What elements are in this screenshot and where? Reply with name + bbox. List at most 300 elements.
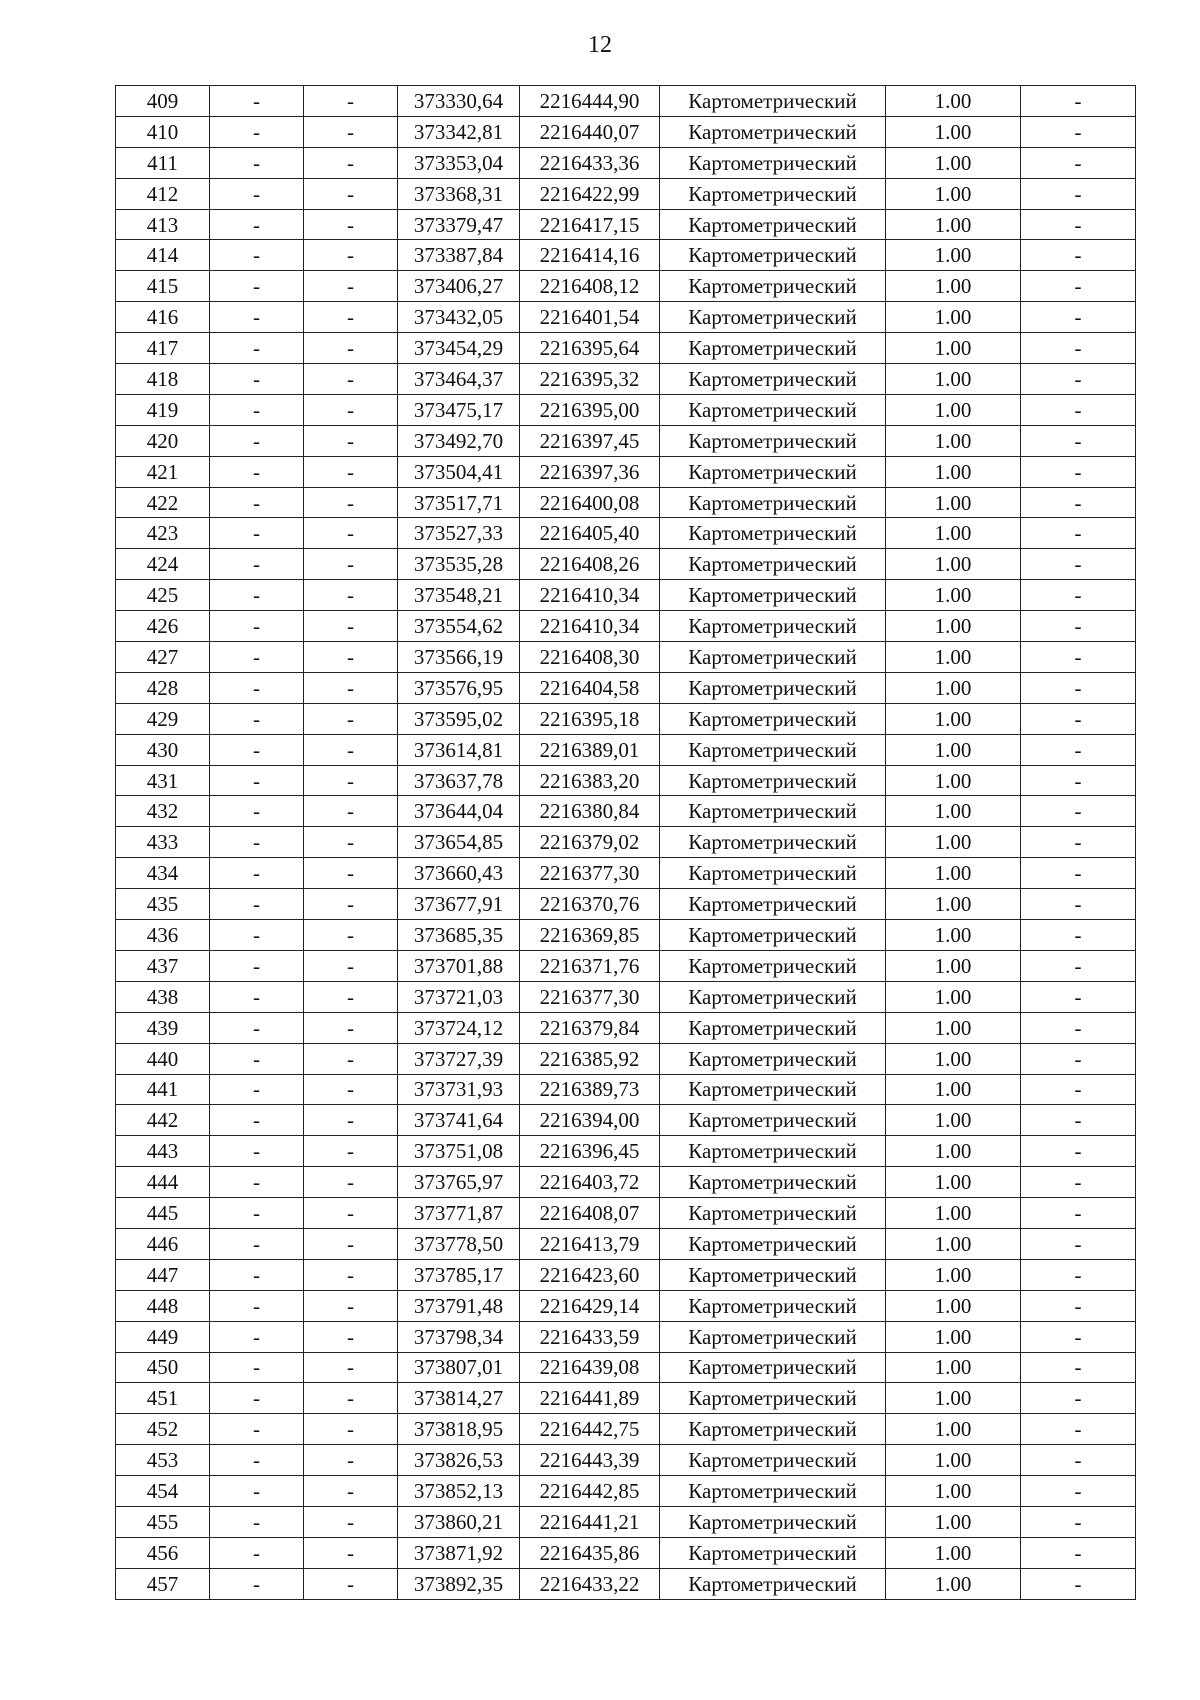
cell-method: Картометрический [660,1228,886,1259]
cell-method: Картометрический [660,950,886,981]
cell-x-coordinate: 373791,48 [398,1290,520,1321]
table-row [116,271,1136,302]
cell-description: - [1021,765,1136,796]
cell-old-y: - [304,1259,398,1290]
table-row [116,1012,1136,1043]
cell-description: - [1021,333,1136,364]
cell-description: - [1021,1198,1136,1229]
cell-accuracy: 1.00 [886,86,1021,117]
table-row [116,549,1136,580]
cell-point-number: 447 [116,1259,210,1290]
cell-old-y: - [304,889,398,920]
cell-x-coordinate: 373566,19 [398,642,520,673]
cell-description: - [1021,1445,1136,1476]
cell-y-coordinate: 2216433,59 [520,1321,660,1352]
cell-point-number: 444 [116,1167,210,1198]
cell-old-y: - [304,518,398,549]
cell-accuracy: 1.00 [886,1321,1021,1352]
cell-old-x: - [210,703,304,734]
cell-old-x: - [210,456,304,487]
cell-accuracy: 1.00 [886,549,1021,580]
cell-old-y: - [304,302,398,333]
cell-old-x: - [210,920,304,951]
cell-accuracy: 1.00 [886,1352,1021,1383]
cell-old-y: - [304,1105,398,1136]
cell-point-number: 430 [116,734,210,765]
cell-method: Картометрический [660,302,886,333]
cell-old-x: - [210,1445,304,1476]
cell-y-coordinate: 2216379,02 [520,827,660,858]
table-row [116,920,1136,951]
cell-accuracy: 1.00 [886,950,1021,981]
cell-method: Картометрический [660,1537,886,1568]
cell-method: Картометрический [660,765,886,796]
cell-old-x: - [210,1537,304,1568]
cell-old-y: - [304,1445,398,1476]
cell-old-y: - [304,1537,398,1568]
cell-x-coordinate: 373778,50 [398,1228,520,1259]
cell-description: - [1021,1136,1136,1167]
cell-y-coordinate: 2216410,34 [520,580,660,611]
cell-x-coordinate: 373342,81 [398,116,520,147]
cell-old-y: - [304,147,398,178]
cell-old-y: - [304,1167,398,1198]
cell-description: - [1021,1537,1136,1568]
cell-accuracy: 1.00 [886,1074,1021,1105]
cell-point-number: 419 [116,394,210,425]
cell-old-x: - [210,858,304,889]
cell-point-number: 443 [116,1136,210,1167]
cell-point-number: 409 [116,86,210,117]
cell-x-coordinate: 373727,39 [398,1043,520,1074]
cell-y-coordinate: 2216417,15 [520,209,660,240]
table-row [116,858,1136,889]
cell-x-coordinate: 373685,35 [398,920,520,951]
cell-method: Картометрический [660,1568,886,1599]
cell-accuracy: 1.00 [886,394,1021,425]
cell-description: - [1021,456,1136,487]
cell-y-coordinate: 2216441,89 [520,1383,660,1414]
cell-point-number: 448 [116,1290,210,1321]
table-row [116,1476,1136,1507]
table-row [116,1414,1136,1445]
cell-method: Картометрический [660,209,886,240]
cell-method: Картометрический [660,240,886,271]
cell-y-coordinate: 2216396,45 [520,1136,660,1167]
cell-old-y: - [304,271,398,302]
cell-accuracy: 1.00 [886,889,1021,920]
cell-old-y: - [304,1414,398,1445]
cell-old-y: - [304,858,398,889]
cell-description: - [1021,1259,1136,1290]
cell-old-x: - [210,240,304,271]
cell-y-coordinate: 2216433,22 [520,1568,660,1599]
cell-accuracy: 1.00 [886,209,1021,240]
cell-y-coordinate: 2216395,64 [520,333,660,364]
cell-old-y: - [304,333,398,364]
cell-accuracy: 1.00 [886,456,1021,487]
cell-point-number: 456 [116,1537,210,1568]
table-row [116,734,1136,765]
cell-method: Картометрический [660,271,886,302]
table-row [116,456,1136,487]
cell-description: - [1021,394,1136,425]
cell-method: Картометрический [660,827,886,858]
table-row [116,580,1136,611]
table-row [116,364,1136,395]
cell-description: - [1021,1043,1136,1074]
cell-accuracy: 1.00 [886,1290,1021,1321]
cell-accuracy: 1.00 [886,920,1021,951]
cell-old-y: - [304,765,398,796]
cell-description: - [1021,1506,1136,1537]
cell-y-coordinate: 2216422,99 [520,178,660,209]
cell-description: - [1021,518,1136,549]
cell-old-x: - [210,116,304,147]
cell-y-coordinate: 2216404,58 [520,672,660,703]
cell-old-x: - [210,734,304,765]
cell-y-coordinate: 2216414,16 [520,240,660,271]
page-number: 12 [588,32,612,58]
cell-x-coordinate: 373614,81 [398,734,520,765]
cell-old-x: - [210,580,304,611]
cell-description: - [1021,240,1136,271]
cell-accuracy: 1.00 [886,1445,1021,1476]
cell-y-coordinate: 2216403,72 [520,1167,660,1198]
cell-point-number: 435 [116,889,210,920]
cell-accuracy: 1.00 [886,858,1021,889]
table-row [116,796,1136,827]
cell-method: Картометрический [660,178,886,209]
cell-accuracy: 1.00 [886,580,1021,611]
cell-point-number: 411 [116,147,210,178]
cell-old-x: - [210,1105,304,1136]
cell-point-number: 428 [116,672,210,703]
cell-accuracy: 1.00 [886,1012,1021,1043]
cell-x-coordinate: 373475,17 [398,394,520,425]
cell-y-coordinate: 2216401,54 [520,302,660,333]
cell-x-coordinate: 373771,87 [398,1198,520,1229]
cell-x-coordinate: 373701,88 [398,950,520,981]
cell-point-number: 429 [116,703,210,734]
cell-accuracy: 1.00 [886,1228,1021,1259]
cell-y-coordinate: 2216408,30 [520,642,660,673]
cell-method: Картометрический [660,333,886,364]
cell-accuracy: 1.00 [886,1506,1021,1537]
cell-old-x: - [210,394,304,425]
cell-description: - [1021,734,1136,765]
cell-method: Картометрический [660,1074,886,1105]
cell-old-x: - [210,796,304,827]
cell-y-coordinate: 2216377,30 [520,858,660,889]
cell-description: - [1021,672,1136,703]
table-row [116,1537,1136,1568]
cell-old-x: - [210,1074,304,1105]
cell-description: - [1021,796,1136,827]
cell-x-coordinate: 373387,84 [398,240,520,271]
cell-accuracy: 1.00 [886,302,1021,333]
cell-y-coordinate: 2216440,07 [520,116,660,147]
cell-description: - [1021,209,1136,240]
cell-description: - [1021,549,1136,580]
cell-y-coordinate: 2216371,76 [520,950,660,981]
cell-old-x: - [210,1352,304,1383]
table-row [116,1506,1136,1537]
cell-accuracy: 1.00 [886,765,1021,796]
cell-description: - [1021,364,1136,395]
cell-method: Картометрический [660,858,886,889]
cell-method: Картометрический [660,518,886,549]
table-row [116,642,1136,673]
cell-old-y: - [304,1043,398,1074]
cell-x-coordinate: 373644,04 [398,796,520,827]
cell-accuracy: 1.00 [886,364,1021,395]
cell-x-coordinate: 373330,64 [398,86,520,117]
cell-old-y: - [304,456,398,487]
table-row [116,1321,1136,1352]
cell-description: - [1021,642,1136,673]
cell-description: - [1021,580,1136,611]
cell-point-number: 445 [116,1198,210,1229]
cell-x-coordinate: 373464,37 [398,364,520,395]
cell-y-coordinate: 2216442,85 [520,1476,660,1507]
table-row [116,1136,1136,1167]
table-row [116,1074,1136,1105]
cell-point-number: 416 [116,302,210,333]
table-row [116,394,1136,425]
cell-method: Картометрический [660,1136,886,1167]
cell-x-coordinate: 373798,34 [398,1321,520,1352]
cell-point-number: 446 [116,1228,210,1259]
cell-x-coordinate: 373785,17 [398,1259,520,1290]
cell-x-coordinate: 373818,95 [398,1414,520,1445]
cell-method: Картометрический [660,1259,886,1290]
table-row [116,1383,1136,1414]
cell-y-coordinate: 2216383,20 [520,765,660,796]
cell-y-coordinate: 2216385,92 [520,1043,660,1074]
cell-old-x: - [210,147,304,178]
cell-accuracy: 1.00 [886,1414,1021,1445]
cell-x-coordinate: 373724,12 [398,1012,520,1043]
cell-old-x: - [210,178,304,209]
cell-y-coordinate: 2216397,45 [520,425,660,456]
cell-method: Картометрический [660,796,886,827]
cell-old-x: - [210,611,304,642]
cell-old-y: - [304,796,398,827]
cell-x-coordinate: 373492,70 [398,425,520,456]
cell-method: Картометрический [660,703,886,734]
cell-old-x: - [210,1506,304,1537]
cell-point-number: 414 [116,240,210,271]
cell-method: Картометрический [660,86,886,117]
cell-accuracy: 1.00 [886,796,1021,827]
cell-x-coordinate: 373517,71 [398,487,520,518]
cell-old-x: - [210,1476,304,1507]
cell-old-x: - [210,1167,304,1198]
cell-y-coordinate: 2216369,85 [520,920,660,951]
cell-point-number: 427 [116,642,210,673]
table-row [116,889,1136,920]
cell-description: - [1021,116,1136,147]
cell-point-number: 415 [116,271,210,302]
cell-accuracy: 1.00 [886,1136,1021,1167]
cell-x-coordinate: 373741,64 [398,1105,520,1136]
cell-y-coordinate: 2216395,00 [520,394,660,425]
cell-accuracy: 1.00 [886,981,1021,1012]
cell-method: Картометрический [660,425,886,456]
cell-description: - [1021,1476,1136,1507]
table-body [116,86,1136,1600]
cell-x-coordinate: 373660,43 [398,858,520,889]
cell-y-coordinate: 2216395,32 [520,364,660,395]
cell-y-coordinate: 2216433,36 [520,147,660,178]
cell-accuracy: 1.00 [886,1167,1021,1198]
coordinates-table [115,85,1136,1600]
cell-method: Картометрический [660,364,886,395]
table-row [116,487,1136,518]
cell-method: Картометрический [660,1198,886,1229]
cell-x-coordinate: 373892,35 [398,1568,520,1599]
cell-description: - [1021,271,1136,302]
cell-y-coordinate: 2216377,30 [520,981,660,1012]
cell-old-x: - [210,889,304,920]
cell-old-y: - [304,549,398,580]
cell-point-number: 441 [116,1074,210,1105]
cell-old-y: - [304,487,398,518]
table-row [116,518,1136,549]
cell-point-number: 422 [116,487,210,518]
cell-old-x: - [210,1259,304,1290]
cell-old-x: - [210,827,304,858]
cell-x-coordinate: 373535,28 [398,549,520,580]
table-row [116,765,1136,796]
cell-description: - [1021,1105,1136,1136]
table-row [116,981,1136,1012]
cell-method: Картометрический [660,116,886,147]
cell-method: Картометрический [660,456,886,487]
cell-y-coordinate: 2216389,01 [520,734,660,765]
cell-description: - [1021,981,1136,1012]
table-row [116,240,1136,271]
cell-old-x: - [210,1321,304,1352]
cell-y-coordinate: 2216413,79 [520,1228,660,1259]
cell-old-y: - [304,1228,398,1259]
table-row [116,1352,1136,1383]
cell-old-y: - [304,950,398,981]
cell-accuracy: 1.00 [886,487,1021,518]
cell-old-y: - [304,981,398,1012]
cell-point-number: 453 [116,1445,210,1476]
cell-method: Картометрический [660,487,886,518]
cell-old-y: - [304,1476,398,1507]
table-row [116,333,1136,364]
cell-accuracy: 1.00 [886,827,1021,858]
cell-method: Картометрический [660,611,886,642]
cell-method: Картометрический [660,1290,886,1321]
cell-description: - [1021,1321,1136,1352]
cell-x-coordinate: 373554,62 [398,611,520,642]
cell-description: - [1021,950,1136,981]
cell-x-coordinate: 373548,21 [398,580,520,611]
cell-point-number: 417 [116,333,210,364]
cell-old-x: - [210,1043,304,1074]
cell-point-number: 442 [116,1105,210,1136]
cell-x-coordinate: 373432,05 [398,302,520,333]
cell-description: - [1021,302,1136,333]
cell-old-y: - [304,703,398,734]
cell-accuracy: 1.00 [886,425,1021,456]
cell-old-y: - [304,920,398,951]
cell-old-y: - [304,734,398,765]
table-row [116,950,1136,981]
cell-x-coordinate: 373454,29 [398,333,520,364]
cell-old-y: - [304,1290,398,1321]
cell-old-x: - [210,518,304,549]
cell-description: - [1021,86,1136,117]
cell-x-coordinate: 373751,08 [398,1136,520,1167]
cell-point-number: 426 [116,611,210,642]
cell-y-coordinate: 2216429,14 [520,1290,660,1321]
cell-old-y: - [304,672,398,703]
cell-point-number: 410 [116,116,210,147]
cell-old-x: - [210,302,304,333]
cell-old-y: - [304,178,398,209]
cell-method: Картометрический [660,642,886,673]
cell-description: - [1021,1228,1136,1259]
cell-x-coordinate: 373406,27 [398,271,520,302]
cell-method: Картометрический [660,920,886,951]
cell-description: - [1021,147,1136,178]
cell-accuracy: 1.00 [886,1476,1021,1507]
cell-point-number: 440 [116,1043,210,1074]
cell-point-number: 434 [116,858,210,889]
cell-y-coordinate: 2216423,60 [520,1259,660,1290]
cell-description: - [1021,1012,1136,1043]
cell-old-y: - [304,425,398,456]
cell-old-y: - [304,1383,398,1414]
cell-point-number: 412 [116,178,210,209]
cell-method: Картометрический [660,1105,886,1136]
cell-accuracy: 1.00 [886,240,1021,271]
cell-accuracy: 1.00 [886,1198,1021,1229]
cell-description: - [1021,1352,1136,1383]
cell-method: Картометрический [660,672,886,703]
cell-description: - [1021,920,1136,951]
cell-method: Картометрический [660,1012,886,1043]
cell-old-y: - [304,642,398,673]
cell-description: - [1021,178,1136,209]
cell-y-coordinate: 2216370,76 [520,889,660,920]
cell-old-y: - [304,1074,398,1105]
cell-point-number: 421 [116,456,210,487]
cell-y-coordinate: 2216435,86 [520,1537,660,1568]
cell-method: Картометрический [660,394,886,425]
cell-description: - [1021,1383,1136,1414]
cell-accuracy: 1.00 [886,1568,1021,1599]
cell-old-x: - [210,271,304,302]
cell-old-y: - [304,1321,398,1352]
cell-accuracy: 1.00 [886,1259,1021,1290]
table-row [116,1290,1136,1321]
cell-y-coordinate: 2216441,21 [520,1506,660,1537]
cell-method: Картометрический [660,1352,886,1383]
cell-old-x: - [210,86,304,117]
cell-accuracy: 1.00 [886,1043,1021,1074]
cell-old-y: - [304,86,398,117]
cell-old-x: - [210,981,304,1012]
cell-x-coordinate: 373353,04 [398,147,520,178]
table-row [116,302,1136,333]
